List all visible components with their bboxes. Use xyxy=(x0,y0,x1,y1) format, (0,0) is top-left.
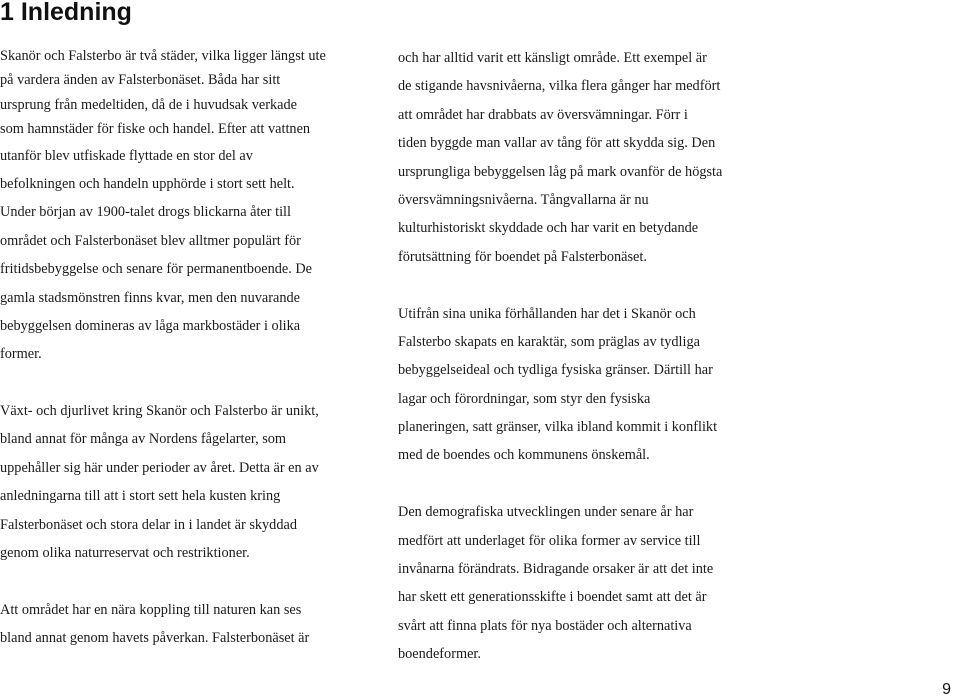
text-line: medfört att underlaget för olika former av service till xyxy=(398,532,701,549)
text-line: former. xyxy=(0,346,42,363)
text-line: de stigande havsnivåerna, vilka flera gånger har medfört xyxy=(398,78,721,95)
text-line: uppehåller sig här under perioder av året. Detta är en av xyxy=(0,459,319,476)
chapter-heading: 1 Inledning xyxy=(0,0,132,26)
text-line: Att området har en nära koppling till naturen kan ses xyxy=(0,601,302,618)
text-line: och har alltid varit ett känsligt område. Ett exempel är xyxy=(398,50,707,66)
text-line: fritidsbebyggelse och senare för permanentboende. De xyxy=(0,261,313,278)
text-line: invånarna förändrats. Bidragande orsaker är att det inte xyxy=(398,561,714,578)
text-line: bland annat genom havets påverkan. Falsterbonäset är xyxy=(0,630,310,647)
page-number: 9 xyxy=(942,681,951,698)
paragraph-gap xyxy=(398,470,770,498)
text-line: Falsterbonäset och stora delar in i landet är skyddad xyxy=(0,516,297,533)
text-line: Falsterbo skapats en karaktär, som präglas av tydliga xyxy=(398,333,700,350)
text-line: översvämningsnivåerna. Tångvallarna är nu xyxy=(398,191,649,208)
text-line: bland annat för många av Nordens fågelarter, som xyxy=(0,431,287,448)
text-line: utanför blev utfiskade flyttade en stor del av xyxy=(0,147,253,164)
text-line: tiden byggde man vallar av tång för att skydda sig. Den xyxy=(398,135,716,152)
text-line: Växt- och djurlivet kring Skanör och Falsterbo är unikt, xyxy=(0,403,319,420)
text-line: Under början av 1900-talet drogs blickarna åter till xyxy=(0,204,291,221)
text-line: som hamnstäder för fiske och handel. Efter att vattnen xyxy=(0,121,311,138)
text-line: genom olika naturreservat och restriktioner. xyxy=(0,545,250,562)
text-line: att området har drabbats av översvämningar. Förr i xyxy=(398,106,688,123)
text-line: Utifrån sina unika förhållanden har det i Skanör och xyxy=(398,305,696,322)
text-line: på vardera änden av Falsterbonäset. Båda har sitt xyxy=(0,72,281,89)
text-line: har skett ett generationsskifte i boendet samt att det är xyxy=(398,589,707,606)
left-text-column xyxy=(0,44,372,653)
text-line: med de boendes och kommunens önskemål. xyxy=(398,447,650,464)
text-line: ursprungliga bebyggelsen låg på mark ovanför de högsta xyxy=(398,163,723,180)
text-line: området och Falsterbonäset blev alltmer populärt för xyxy=(0,232,301,249)
paragraph-gap xyxy=(398,271,770,299)
text-line: Skanör och Falsterbo är två städer, vilka ligger längst ute xyxy=(0,48,326,64)
text-line: kulturhistoriskt skyddade och har varit en betydande xyxy=(398,220,699,237)
text-line: boendeformer. xyxy=(398,646,481,663)
paragraph-gap xyxy=(0,369,372,397)
text-line: bebyggelsen domineras av låga markbostäder i olika xyxy=(0,317,301,334)
text-line: befolkningen och handeln upphörde i stort sett helt. xyxy=(0,175,295,192)
text-line: gamla stadsmönstren finns kvar, men den nuvarande xyxy=(0,289,300,306)
text-line: bebyggelseideal och tydliga fysiska gränser. Därtill har xyxy=(398,362,713,379)
paragraph-gap xyxy=(0,567,372,595)
text-line: svårt att finna plats för nya bostäder och alternativa xyxy=(398,617,692,634)
text-line: förutsättning för boendet på Falsterbonäset. xyxy=(398,248,647,265)
text-line: ursprung från medeltiden, då de i huvudsak verkade xyxy=(0,96,297,113)
text-line: anledningarna till att i stort sett hela kusten kring xyxy=(0,488,281,505)
text-line: planeringen, satt gränser, vilka ibland kommit i konflikt xyxy=(398,419,718,436)
right-text-column xyxy=(398,44,770,669)
text-line: Den demografiska utvecklingen under senare år har xyxy=(398,504,694,521)
text-line: lagar och förordningar, som styr den fysiska xyxy=(398,390,651,407)
